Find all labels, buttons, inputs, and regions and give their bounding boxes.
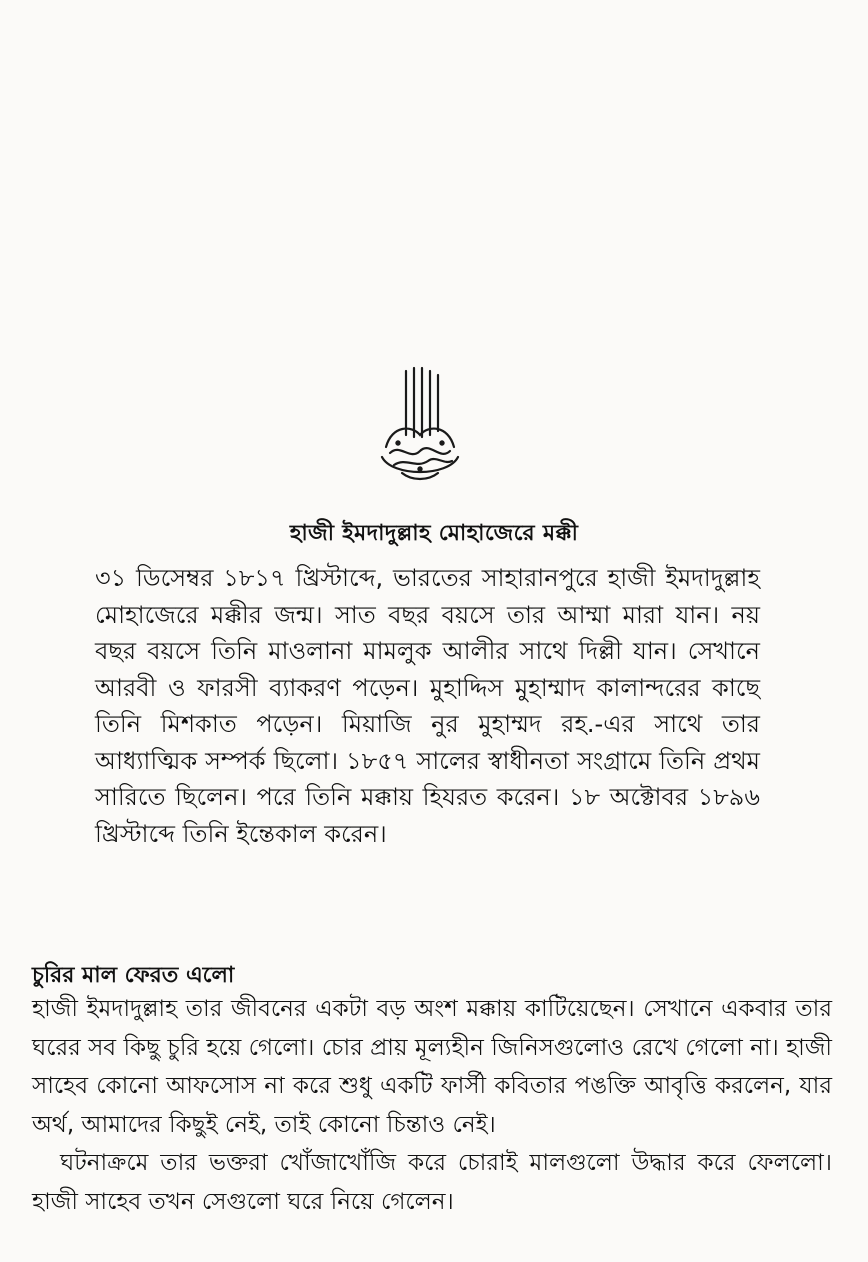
story-body	[32, 990, 832, 1221]
story-paragraph-1: হাজী ইমদাদুল্লাহ তার জীবনের একটা বড় অংশ মক্কায় কাটিয়েছেন। সেখানে একবার তার ঘরের সব কিছু চুরি হয়ে গেলো। চোর প্রায় মূল্যহীন জিনিসগুলোও রেখে গেলো না। হাজী সাহেব কোনো আফসোস না করে শুধু একটি ফার্সী কবিতার পঙক্তি আবৃত্তি করলেন, যার অর্থ, আমাদের কিছুই নেই, তাই কোনো চিন্তাও নেই।	[32, 996, 832, 1138]
story-title: চুরির মাল ফেরত এলো	[32, 963, 235, 988]
story-paragraph-2: ঘটনাক্রমে তার ভক্তরা খোঁজাখোঁজি করে চোরাই মালগুলো উদ্ধার করে ফেললো। হাজী সাহেব তখন সেগুলো ঘরে নিয়ে গেলেন।	[32, 1150, 832, 1215]
bismillah-calligraphy-icon	[372, 365, 468, 485]
biography-heading: হাজী ইমদাদুল্লাহ মোহাজেরে মক্কী	[289, 521, 579, 546]
biography-text: ৩১ ডিসেম্বর ১৮১৭ খ্রিস্টাব্দে, ভারতের সাহারানপুরে হাজী ইমদাদুল্লাহ মোহাজেরে মক্কীর জন্ম। সাত বছর বয়সে তার আম্মা মারা যান। নয় বছর বয়সে তিনি মাওলানা মামলুক আলীর সাথে দিল্লী যান। সেখানে আরবী ও ফারসী ব্যাকরণ পড়েন। মুহাদ্দিস মুহাম্মাদ কালান্দরের কাছে তিনি মিশকাত পড়েন। মিয়াজি নুর মুহাম্মদ রহ.-এর সাথে তার আধ্যাত্মিক সম্পর্ক ছিলো। ১৮৫৭ সালের স্বাধীনতা সংগ্রামে তিনি প্রথম সারিতে ছিলেন। পরে তিনি মক্কায় হিযরত করেন। ১৮ অক্টোবর ১৮৯৬ খ্রিস্টাব্দে তিনি ইন্তেকাল করেন।	[95, 564, 760, 848]
